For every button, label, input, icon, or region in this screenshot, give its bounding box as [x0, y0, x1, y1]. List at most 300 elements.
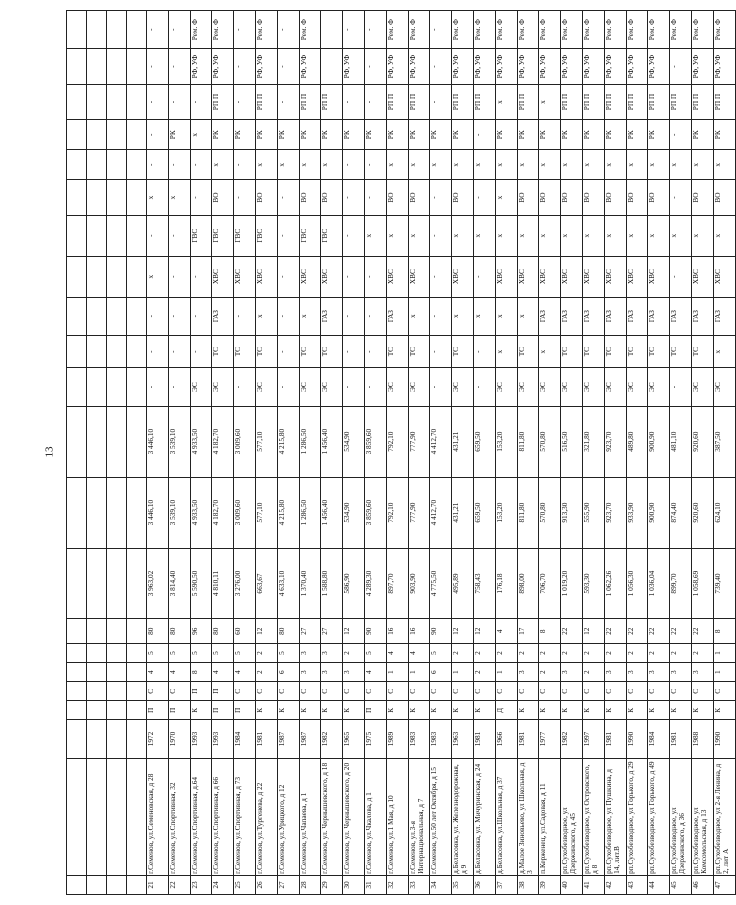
table-cell: 8: [539, 619, 561, 644]
table-cell: 5: [364, 644, 386, 663]
blank-cell: [107, 256, 127, 297]
table-cell: 3 009,60: [234, 477, 256, 548]
table-cell: С: [430, 682, 452, 701]
table-cell: х: [495, 215, 517, 256]
table-cell: 2: [561, 644, 583, 663]
table-cell: РП П: [408, 84, 430, 119]
table-cell: -: [430, 297, 452, 335]
table-cell: -: [147, 297, 169, 335]
table-cell: -: [277, 335, 299, 368]
housing-table: [66, 10, 736, 895]
table-cell: ТС: [648, 335, 670, 368]
table-cell: 80: [212, 619, 234, 644]
table-cell: ВО: [386, 180, 408, 215]
table-cell: ТС: [255, 335, 277, 368]
table-cell: Рем. Ф: [604, 11, 626, 49]
table-cell: РП П: [561, 84, 583, 119]
table-cell: -: [277, 11, 299, 49]
row-number-cell: 26: [255, 875, 277, 894]
blank-cell: [107, 11, 127, 49]
table-row: [255, 11, 277, 895]
table-cell: РП П: [626, 84, 648, 119]
blank-cell: [67, 758, 87, 875]
table-cell: ГАЗ: [321, 297, 343, 335]
table-cell: ЭС: [561, 368, 583, 406]
table-cell: ЭС: [517, 368, 539, 406]
table-cell: х: [190, 120, 212, 150]
table-cell: РК: [343, 120, 365, 150]
table-cell: 1988: [691, 720, 713, 758]
address-cell: рп.Сухобезводное, ул Комсомольская, д 13: [691, 758, 713, 875]
blank-cell: [87, 84, 107, 119]
blank-cell: [127, 406, 147, 477]
table-cell: ТС: [234, 335, 256, 368]
table-cell: С: [168, 682, 190, 701]
table-cell: 1983: [408, 720, 430, 758]
table-cell: РП П: [670, 84, 692, 119]
table-cell: -: [190, 84, 212, 119]
table-cell: 2: [539, 644, 561, 663]
table-cell: -: [343, 150, 365, 180]
table-cell: 1981: [604, 720, 626, 758]
table-cell: РП П: [212, 84, 234, 119]
table-cell: х: [495, 84, 517, 119]
table-cell: С: [386, 682, 408, 701]
table-cell: 3: [321, 644, 343, 663]
table-cell: -: [168, 256, 190, 297]
table-cell: К: [539, 701, 561, 720]
table-cell: ВО: [408, 180, 430, 215]
table-cell: ГВС: [299, 215, 321, 256]
table-cell: 593,30: [582, 548, 604, 619]
table-row: [190, 11, 212, 895]
table-cell: ГАЗ: [670, 297, 692, 335]
table-cell: -: [430, 215, 452, 256]
table-cell: х: [299, 150, 321, 180]
table-cell: С: [517, 682, 539, 701]
table-cell: 4 215,80: [277, 477, 299, 548]
table-cell: 586,90: [343, 548, 365, 619]
table-cell: К: [648, 701, 670, 720]
table-cell: -: [364, 84, 386, 119]
table-cell: П: [364, 701, 386, 720]
table-cell: х: [713, 335, 735, 368]
row-number-cell: 21: [147, 875, 169, 894]
blank-cell: [107, 644, 127, 663]
table-cell: -: [277, 49, 299, 84]
table-cell: -: [364, 150, 386, 180]
table-cell: 4: [168, 663, 190, 682]
blank-cell: [87, 701, 107, 720]
table-cell: 898,00: [517, 548, 539, 619]
table-cell: -: [670, 49, 692, 84]
table-cell: 481,10: [670, 406, 692, 477]
table-cell: 1963: [452, 720, 474, 758]
blank-cell: [107, 682, 127, 701]
blank-cell: [107, 875, 127, 894]
table-cell: К: [517, 701, 539, 720]
table-cell: 1 036,04: [648, 548, 670, 619]
table-cell: Рем. Ф: [299, 11, 321, 49]
row-number-cell: 47: [713, 875, 735, 894]
table-cell: 4 933,50: [190, 477, 212, 548]
blank-cell: [127, 663, 147, 682]
table-cell: -: [430, 256, 452, 297]
table-cell: х: [364, 215, 386, 256]
table-cell: 4: [495, 619, 517, 644]
table-cell: х: [452, 215, 474, 256]
table-cell: РП П: [582, 84, 604, 119]
table-row: [473, 11, 495, 895]
blank-cell: [127, 215, 147, 256]
table-cell: х: [495, 297, 517, 335]
blank-cell: [107, 477, 127, 548]
table-cell: 2: [648, 644, 670, 663]
blank-cell: [67, 875, 87, 894]
address-cell: г.Семенов, ул.3-я Интернациональная, д 7: [408, 758, 430, 875]
table-cell: К: [626, 701, 648, 720]
blank-cell: [107, 297, 127, 335]
table-cell: ТС: [386, 335, 408, 368]
table-cell: Рем. Ф: [495, 11, 517, 49]
table-cell: К: [408, 701, 430, 720]
table-cell: Рем. Ф: [626, 11, 648, 49]
table-cell: ГАЗ: [561, 297, 583, 335]
table-cell: К: [473, 701, 495, 720]
blank-cell: [67, 477, 87, 548]
table-cell: ЭС: [321, 368, 343, 406]
table-cell: -: [430, 49, 452, 84]
table-cell: 534,90: [343, 477, 365, 548]
table-cell: х: [408, 150, 430, 180]
address-cell: д.Малое Зиновьево, ул Школьная, д 3: [517, 758, 539, 875]
table-cell: ТС: [321, 335, 343, 368]
blank-cell: [67, 619, 87, 644]
table-cell: 1982: [561, 720, 583, 758]
blank-cell: [107, 335, 127, 368]
table-cell: 1 058,69: [691, 548, 713, 619]
table-cell: РК: [713, 120, 735, 150]
table-cell: ГВС: [321, 215, 343, 256]
table-cell: -: [168, 297, 190, 335]
table-cell: 3 276,00: [234, 548, 256, 619]
table-cell: 3 446,10: [147, 477, 169, 548]
table-cell: х: [473, 297, 495, 335]
table-cell: 3 009,60: [234, 406, 256, 477]
table-cell: Рем. Ф: [713, 11, 735, 49]
table-cell: х: [626, 150, 648, 180]
address-cell: г.Семенов, ул.1 Мая, д 10: [386, 758, 408, 875]
table-cell: 3 446,10: [147, 406, 169, 477]
table-cell: РК: [561, 120, 583, 150]
table-cell: ВО: [713, 180, 735, 215]
address-cell: г.Семенов, ул.Чкалова, д 1: [364, 758, 386, 875]
table-cell: ХВС: [626, 256, 648, 297]
blank-cell: [67, 180, 87, 215]
table-cell: 153,20: [495, 477, 517, 548]
row-number-cell: 37: [495, 875, 517, 894]
table-cell: 3 814,40: [168, 548, 190, 619]
table-cell: 2: [495, 644, 517, 663]
table-cell: РФ, УФ: [691, 49, 713, 84]
table-cell: ХВС: [299, 256, 321, 297]
table-cell: 22: [648, 619, 670, 644]
table-cell: -: [364, 180, 386, 215]
table-cell: 17: [517, 619, 539, 644]
table-cell: х: [561, 150, 583, 180]
page-number: 13: [43, 446, 56, 458]
table-cell: ГАЗ: [691, 297, 713, 335]
table-cell: -: [364, 297, 386, 335]
table-cell: 5: [277, 644, 299, 663]
table-cell: х: [604, 150, 626, 180]
table-cell: 913,30: [561, 477, 583, 548]
table-cell: РК: [648, 120, 670, 150]
blank-cell: [127, 682, 147, 701]
blank-cell: [87, 477, 107, 548]
table-cell: 6: [277, 663, 299, 682]
table-cell: РП П: [255, 84, 277, 119]
table-cell: 4 633,10: [277, 548, 299, 619]
table-cell: -: [234, 84, 256, 119]
table-cell: х: [604, 215, 626, 256]
table-cell: х: [255, 150, 277, 180]
row-number-cell: 44: [648, 875, 670, 894]
address-cell: г.Семенов, ул.Семеновская, д 28: [147, 758, 169, 875]
table-cell: 1 056,30: [626, 548, 648, 619]
table-cell: РФ, УФ: [713, 49, 735, 84]
table-cell: -: [190, 150, 212, 180]
table-cell: -: [277, 297, 299, 335]
table-cell: 22: [561, 619, 583, 644]
table-row: [386, 11, 408, 895]
table-cell: 80: [147, 619, 169, 644]
table-cell: ВО: [539, 180, 561, 215]
table-cell: 4: [147, 663, 169, 682]
table-cell: ЭС: [452, 368, 474, 406]
table-cell: РП П: [299, 84, 321, 119]
table-cell: ТС: [561, 335, 583, 368]
table-cell: 1: [408, 663, 430, 682]
table-cell: 1: [452, 663, 474, 682]
table-cell: 1: [713, 644, 735, 663]
table-cell: Рем. Ф: [670, 11, 692, 49]
blank-cell: [67, 368, 87, 406]
blank-cell: [67, 644, 87, 663]
table-cell: ТС: [408, 335, 430, 368]
blank-cell: [87, 406, 107, 477]
table-cell: ХВС: [212, 256, 234, 297]
table-cell: ВО: [255, 180, 277, 215]
table-cell: ТС: [582, 335, 604, 368]
table-cell: ГАЗ: [212, 297, 234, 335]
blank-cell: [67, 720, 87, 758]
table-cell: 3 859,60: [364, 406, 386, 477]
address-cell: г.Семенов, ул.50 лет Октября, д 15: [430, 758, 452, 875]
blank-cell: [127, 49, 147, 84]
table-cell: -: [430, 11, 452, 49]
table-cell: -: [343, 335, 365, 368]
table-cell: 1965: [343, 720, 365, 758]
row-number-cell: 32: [386, 875, 408, 894]
table-cell: -: [190, 297, 212, 335]
table-cell: 1 370,40: [299, 548, 321, 619]
table-cell: 903,90: [408, 548, 430, 619]
table-cell: 5: [190, 644, 212, 663]
table-cell: 923,70: [604, 477, 626, 548]
blank-cell: [67, 215, 87, 256]
table-cell: х: [691, 150, 713, 180]
blank-cell: [127, 875, 147, 894]
table-cell: -: [473, 335, 495, 368]
address-cell: г.Семенов, ул.Спортивная, д 66: [212, 758, 234, 875]
table-cell: 4 412,70: [430, 406, 452, 477]
table-cell: 3: [604, 663, 626, 682]
table-cell: ХВС: [604, 256, 626, 297]
table-cell: х: [517, 215, 539, 256]
address-cell: г.Семенов, ул.Спортивная, 32: [168, 758, 190, 875]
address-cell: г.Семенов, ул.Спортивная, д.64: [190, 758, 212, 875]
table-cell: х: [408, 215, 430, 256]
address-cell: г.Семенов, ул.Спортивная, д 73: [234, 758, 256, 875]
blank-cell: [67, 663, 87, 682]
table-cell: К: [561, 701, 583, 720]
row-number-cell: 29: [321, 875, 343, 894]
table-cell: ХВС: [691, 256, 713, 297]
table-cell: 4 775,50: [430, 548, 452, 619]
table-cell: РК: [582, 120, 604, 150]
table-cell: х: [582, 215, 604, 256]
table-cell: -: [147, 11, 169, 49]
blank-cell: [87, 548, 107, 619]
table-cell: -: [430, 180, 452, 215]
table-cell: РФ, УФ: [299, 49, 321, 84]
table-cell: РК: [386, 120, 408, 150]
table-cell: 16: [408, 619, 430, 644]
table-cell: ЭС: [299, 368, 321, 406]
table-cell: ТС: [691, 335, 713, 368]
table-cell: 8: [713, 619, 735, 644]
table-cell: С: [626, 682, 648, 701]
blank-cell: [87, 368, 107, 406]
table-cell: [321, 11, 343, 49]
table-cell: РК: [495, 120, 517, 150]
blank-cell: [127, 477, 147, 548]
table-cell: х: [321, 150, 343, 180]
table-cell: 387,50: [713, 406, 735, 477]
table-cell: РФ, УФ: [255, 49, 277, 84]
table-cell: х: [648, 150, 670, 180]
blank-cell: [67, 682, 87, 701]
blank-cell: [127, 701, 147, 720]
blank-cell: [67, 406, 87, 477]
table-cell: 4: [408, 644, 430, 663]
table-cell: 2: [255, 663, 277, 682]
table-row: [299, 11, 321, 895]
table-cell: С: [473, 682, 495, 701]
table-cell: ГАЗ: [648, 297, 670, 335]
row-number-cell: 40: [561, 875, 583, 894]
blank-cell: [107, 84, 127, 119]
table-cell: ХВС: [255, 256, 277, 297]
blank-cell: [87, 720, 107, 758]
table-cell: -: [473, 120, 495, 150]
table-cell: 431,21: [452, 477, 474, 548]
table-cell: РФ, УФ: [561, 49, 583, 84]
table-cell: РФ, УФ: [473, 49, 495, 84]
table-cell: -: [364, 368, 386, 406]
table-cell: РК: [255, 120, 277, 150]
row-number-cell: 45: [670, 875, 692, 894]
table-cell: ЭС: [691, 368, 713, 406]
table-cell: 1 588,80: [321, 548, 343, 619]
blank-cell: [107, 758, 127, 875]
table-cell: С: [539, 682, 561, 701]
blank-cell: [127, 150, 147, 180]
table-cell: 5 590,50: [190, 548, 212, 619]
table-cell: РК: [626, 120, 648, 150]
blank-cell: [107, 368, 127, 406]
table-cell: С: [234, 682, 256, 701]
table-cell: 22: [604, 619, 626, 644]
table-cell: 758,43: [473, 548, 495, 619]
table-cell: 1966: [495, 720, 517, 758]
table-cell: 3: [626, 663, 648, 682]
table-cell: х: [430, 150, 452, 180]
blank-cell: [127, 297, 147, 335]
table-cell: 534,90: [343, 406, 365, 477]
table-cell: РФ, УФ: [386, 49, 408, 84]
table-cell: х: [495, 150, 517, 180]
blank-cell: [87, 180, 107, 215]
table-cell: РФ, УФ: [604, 49, 626, 84]
table-cell: 1: [495, 663, 517, 682]
table-cell: 80: [277, 619, 299, 644]
table-cell: 2: [582, 663, 604, 682]
table-cell: 1989: [386, 720, 408, 758]
table-cell: -: [168, 368, 190, 406]
table-cell: -: [364, 256, 386, 297]
address-cell: д.Беласовка, ул. Мичуринская, д 24: [473, 758, 495, 875]
table-cell: 22: [626, 619, 648, 644]
table-cell: 3: [343, 663, 365, 682]
table-cell: ЭС: [386, 368, 408, 406]
table-cell: -: [670, 180, 692, 215]
table-row: [648, 11, 670, 895]
table-cell: 899,70: [670, 548, 692, 619]
table-cell: К: [299, 701, 321, 720]
table-cell: х: [517, 297, 539, 335]
table-cell: ГАЗ: [539, 297, 561, 335]
blank-cell: [87, 49, 107, 84]
table-cell: 2: [539, 663, 561, 682]
table-cell: 12: [582, 619, 604, 644]
table-cell: 90: [364, 619, 386, 644]
blank-cell: [87, 335, 107, 368]
table-cell: 777,90: [408, 477, 430, 548]
address-cell: п.Керженец, ул.Садовая, д 11: [539, 758, 561, 875]
blank-cell: [67, 49, 87, 84]
table-cell: 4 810,11: [212, 548, 234, 619]
blank-cell: [127, 619, 147, 644]
table-cell: РФ, УФ: [190, 49, 212, 84]
table-cell: -: [168, 84, 190, 119]
table-cell: Рем. Ф: [582, 11, 604, 49]
table-cell: 5: [430, 644, 452, 663]
table-cell: -: [343, 256, 365, 297]
table-cell: 4: [364, 663, 386, 682]
table-cell: 4 412,70: [430, 477, 452, 548]
